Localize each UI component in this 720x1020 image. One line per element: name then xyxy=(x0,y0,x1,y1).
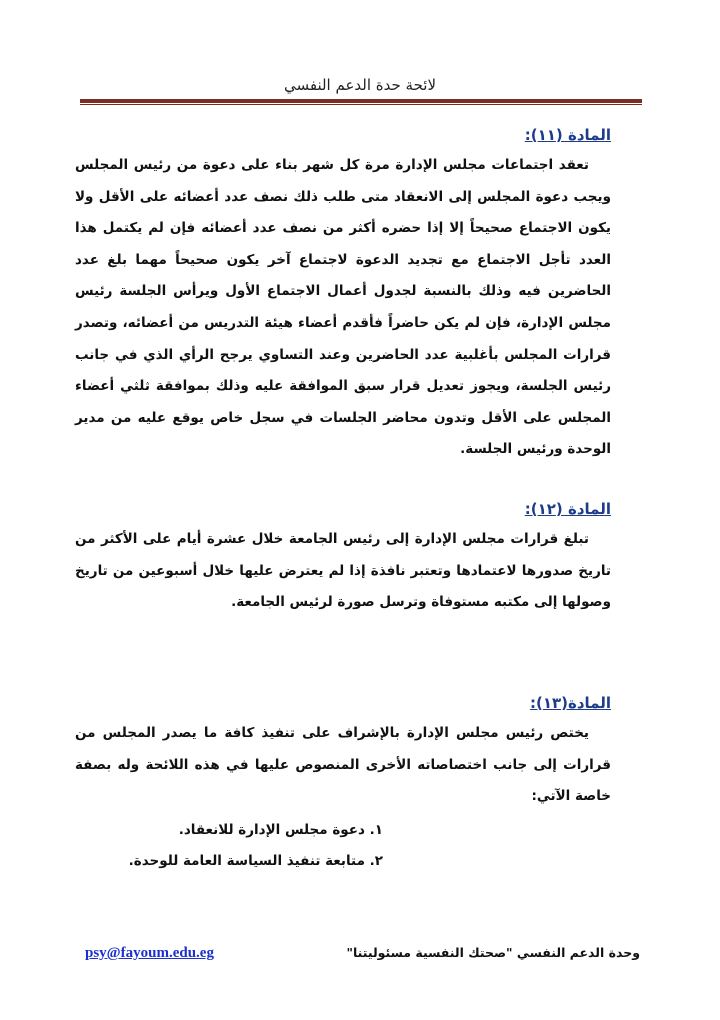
header-divider-thin xyxy=(80,104,642,105)
list-item: ١. دعوة مجلس الإدارة للانعقاد. xyxy=(178,821,383,838)
article-13-title: المادة(١٣): xyxy=(529,694,611,712)
article-11-line: العدد تأجل الاجتماع مع تجديد الدعوة لاجتماع آخر يكون صحيحاً مهما بلغ عدد xyxy=(75,251,611,268)
article-12 xyxy=(75,500,611,619)
list-item: ٢. متابعة تنفيذ السياسة العامة للوحدة. xyxy=(128,852,383,869)
article-11-title: المادة (١١): xyxy=(524,126,611,144)
article-12-line: تبلغ قرارات مجلس الإدارة إلى رئيس الجامعة خلال عشرة أيام على الأكثر من xyxy=(75,531,589,547)
header-divider xyxy=(80,99,642,103)
article-13 xyxy=(75,694,611,877)
article-12-line: وصولها إلى مكتبه مستوفاة وترسل صورة لرئيس الجامعة. xyxy=(231,594,611,611)
article-11 xyxy=(75,126,611,466)
article-11-line: المجلس على الأقل وتدون محاضر الجلسات في سجل خاص يوقع عليه من مدير xyxy=(75,409,611,426)
article-11-line: الوحدة ورئيس الجلسة. xyxy=(460,441,611,458)
article-13-line: يختص رئيس مجلس الإدارة بالإشراف على تنفيذ كافة ما يصدر المجلس من xyxy=(75,725,589,741)
article-13-line: قرارات إلى جانب اختصاصاته الأخرى المنصوص عليها في هذه اللائحة وله بصفة xyxy=(75,756,611,773)
article-12-title: المادة (١٢): xyxy=(524,500,611,518)
article-11-line: ويجب دعوة المجلس إلى الانعقاد متى طلب ذلك نصف عدد أعضائه على الأقل ولا xyxy=(75,188,611,205)
footer-email-link[interactable]: psy@fayoum.edu.eg xyxy=(85,945,214,961)
article-13-body xyxy=(75,718,611,813)
page-header-title: لائحة حدة الدعم النفسي xyxy=(283,76,437,94)
article-11-line: تعقد اجتماعات مجلس الإدارة مرة كل شهر بناء على دعوة من رئيس المجلس xyxy=(75,157,589,173)
article-11-line: رئيس الجلسة، ويجوز تعديل قرار سبق الموافقة عليه وذلك بموافقة ثلثي أعضاء xyxy=(75,378,611,395)
footer-unit-slogan: وحدة الدعم النفسي "صحتك النفسية مسئوليتنا" xyxy=(346,945,640,960)
article-11-line: يكون الاجتماع صحيحاً إلا إذا حضره أكثر من نصف عدد أعضائه فإن لم يكتمل هذا xyxy=(75,220,611,237)
article-12-line: تاريخ صدورها لاعتمادها وتعتبر نافذة إذا لم يعترض عليها خلال أسبوعين من تاريخ xyxy=(75,562,611,579)
article-11-line: الحاضرين فيه وذلك بالنسبة لجدول أعمال الاجتماع الأول ويرأس الجلسة رئيس xyxy=(75,283,611,300)
article-11-line: قرارات المجلس بأغلبية عدد الحاضرين وعند التساوي يرجح الرأي الذي في جانب xyxy=(75,346,611,363)
article-13-line: خاصة الآتي: xyxy=(531,788,611,805)
article-11-body xyxy=(75,150,611,466)
article-12-body xyxy=(75,524,611,619)
article-11-line: مجلس الإدارة، فإن لم يكن حاضراً فأقدم أعضاء هيئة التدريس من أعضائه، وتصدر xyxy=(75,314,611,331)
